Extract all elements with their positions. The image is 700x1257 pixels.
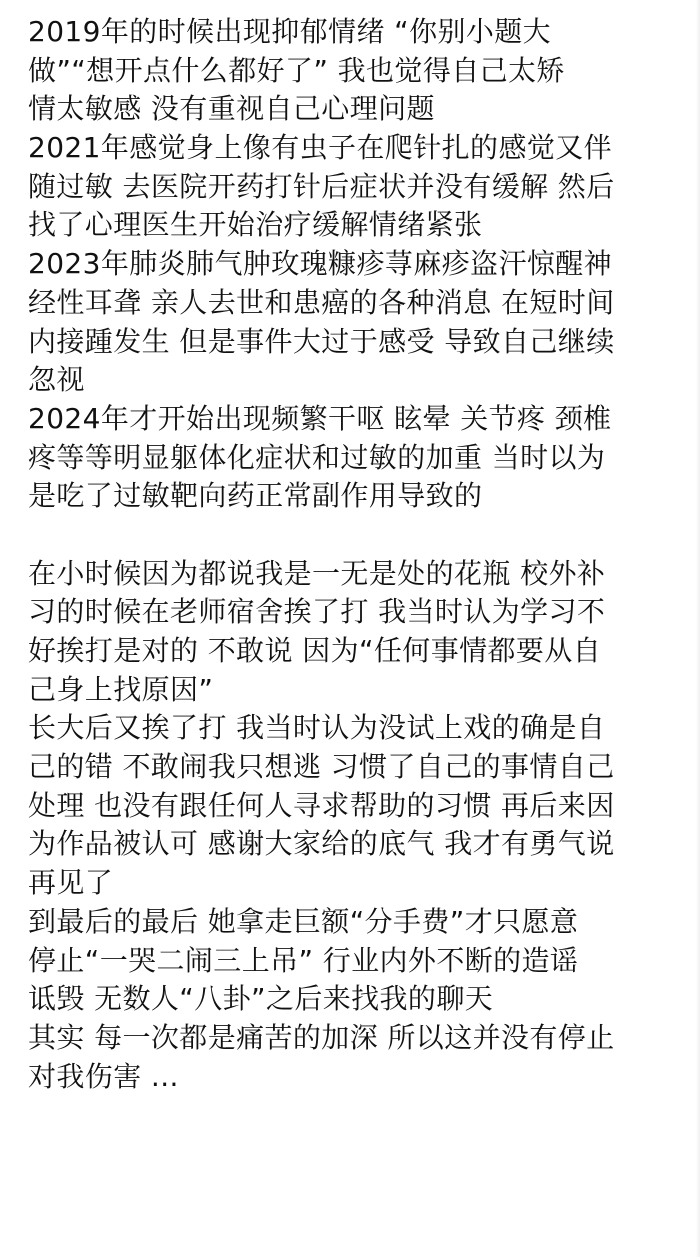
text-line: 随过敏 去医院开药打针后症状并没有缓解 然后: [28, 169, 615, 203]
text-line: 到最后的最后 她拿走巨额“分手费”才只愿意: [28, 904, 579, 938]
text-line: 内接踵发生 但是事件大过于感受 导致自己继续: [28, 324, 615, 358]
text-line: 诋毁 无数人“八卦”之后来找我的聊天: [28, 982, 494, 1016]
text-line: 对我伤害 ...: [28, 1059, 179, 1093]
text-line: 习的时候在老师宿舍挨了打 我当时认为学习不: [28, 595, 606, 629]
text-line: 己身上找原因”: [28, 672, 214, 706]
text-line: 2023年肺炎肺气肿玫瑰糠疹荨麻疹盗汗惊醒神: [28, 247, 613, 281]
paragraph-spacer: [28, 516, 678, 555]
text-line: 2024年才开始出现频繁干呕 眩晕 关节疼 颈椎: [28, 401, 612, 435]
text-line: 情太敏感 没有重视自己心理问题: [28, 92, 435, 126]
text-line: 经性耳聋 亲人去世和患癌的各种消息 在短时间: [28, 285, 615, 319]
text-line: 其实 每一次都是痛苦的加深 所以这并没有停止: [28, 1020, 615, 1054]
paragraph-2019: [28, 13, 678, 129]
text-line: 再见了: [28, 866, 114, 900]
text-line: 做”“想开点什么都好了” 我也觉得自己太矫: [28, 53, 565, 87]
text-line: 忽视: [28, 363, 85, 397]
text-line: 找了心理医生开始治疗缓解情绪紧张: [28, 208, 483, 242]
paragraph-conclusion: [28, 1019, 678, 1096]
paragraph-adulthood: [28, 709, 678, 902]
paragraph-2024: [28, 400, 678, 516]
text-line: 己的错 不敢闹我只想逃 习惯了自己的事情自己: [28, 750, 615, 784]
text-line: 是吃了过敏靶向药正常副作用导致的: [28, 479, 483, 513]
paragraph-final: [28, 903, 678, 1019]
text-line: 好挨打是对的 不敢说 因为“任何事情都要从自: [28, 634, 602, 667]
text-line: 在小时候因为都说我是一无是处的花瓶 校外补: [28, 556, 606, 590]
text-line: 疼等等明显躯体化症状和过敏的加重 当时以为: [28, 440, 606, 474]
paragraph-2023: [28, 245, 678, 400]
page-edge-shadow: [696, 0, 700, 1257]
text-line: 2019年的时候出现抑郁情绪 “你别小题大: [28, 15, 552, 48]
text-line: 为作品被认可 感谢大家给的底气 我才有勇气说: [28, 827, 615, 861]
text-line: 停止“一哭二闹三上吊” 行业内外不断的造谣: [28, 943, 579, 977]
text-line: 2021年感觉身上像有虫子在爬针扎的感觉又伴: [28, 131, 613, 165]
text-line: 长大后又挨了打 我当时认为没试上戏的确是自: [28, 711, 606, 745]
paragraph-childhood: [28, 555, 678, 710]
article-body: [28, 13, 678, 1096]
text-line: 处理 也没有跟任何人寻求帮助的习惯 再后来因: [28, 788, 615, 822]
paragraph-2021: [28, 129, 678, 245]
